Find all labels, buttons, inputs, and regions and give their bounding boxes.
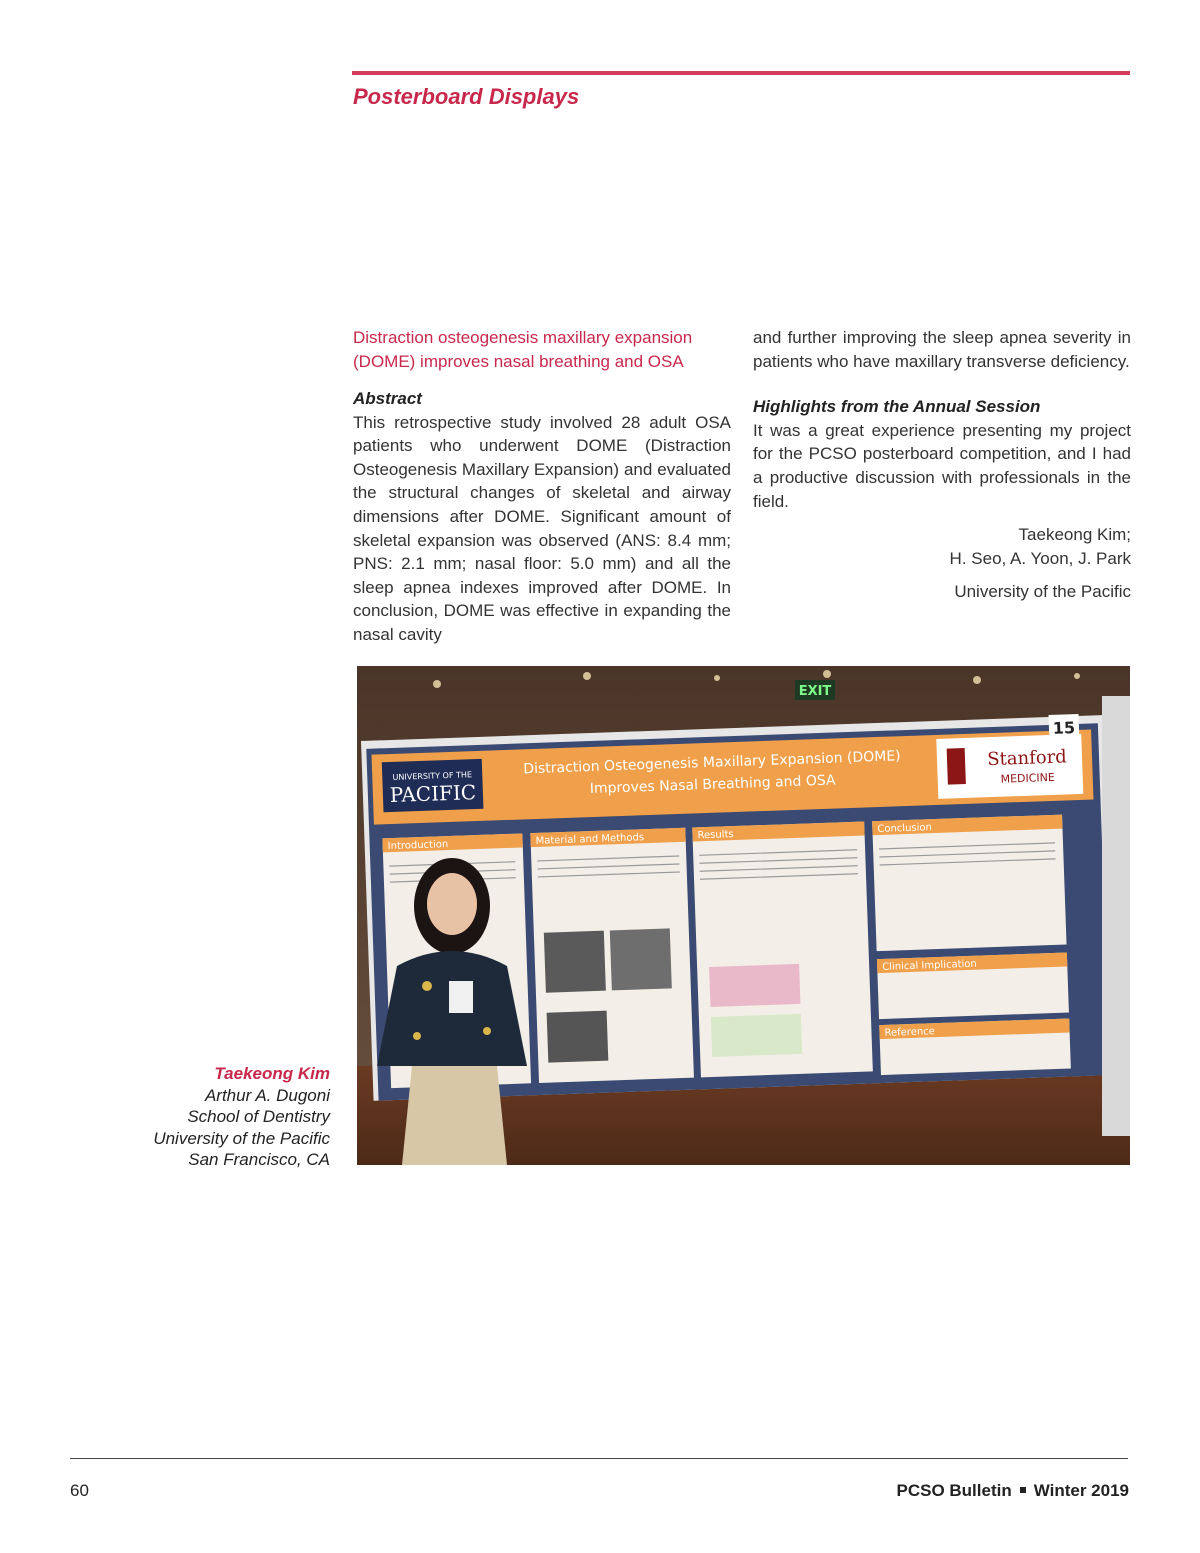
article-title: Distraction osteogenesis maxillary expansion (DOME) improves nasal breathing and OSA (353, 328, 693, 371)
poster-logo-right-sub: MEDICINE (1000, 770, 1056, 786)
footer-separator (1020, 1487, 1026, 1493)
poster-logo-left-top: UNIVERSITY OF THE (392, 770, 473, 782)
signature-author: Taekeong Kim; (1018, 525, 1131, 545)
highlights-text: It was a great experience presenting my project for the PCSO posterboard competition, and I had a productive discussion with professionals in the field. (753, 420, 1131, 511)
poster-title-line1: Distraction Osteogenesis Maxillary Expansion (DOME) (523, 748, 901, 778)
issue-name: Winter 2019 (1033, 1481, 1129, 1500)
section-title: Posterboard Displays (353, 84, 580, 109)
panel-results: Results (697, 829, 734, 842)
caption-line: Arthur A. Dugoni (204, 1085, 330, 1105)
poster-logo-right: Stanford (986, 746, 1068, 771)
poster-title-line2: Improves Nasal Breathing and OSA (589, 772, 836, 798)
footer-publication (896, 1481, 1129, 1501)
panel-reference: Reference (884, 1026, 936, 1039)
board-number: 15 (1052, 718, 1076, 738)
panel-introduction: Introduction (387, 839, 449, 853)
panel-clinical: Clinical Implication (882, 958, 977, 973)
photo-caption (70, 1063, 330, 1171)
publication-name: PCSO Bulletin (896, 1481, 1012, 1500)
signature-coauthors: H. Seo, A. Yoon, J. Park (949, 548, 1131, 568)
caption-line: San Francisco, CA (188, 1150, 330, 1170)
caption-name: Taekeong Kim (214, 1064, 330, 1083)
panel-conclusion: Conclusion (877, 822, 933, 836)
poster-photo (357, 666, 1130, 1165)
article-column-right (753, 326, 1131, 604)
abstract-text: This retrospective study involved 28 adult OSA patients who underwent DOME (Distraction Osteogenesis Maxillary Expansion) and evaluated the structural changes of skeletal and airway dimensions after DOME. Significant amount of skeletal expansion was observed (ANS: 8.4 mm; PNS: 2.1 mm; nasal floor: 5.0 mm) and all the sleep apnea indexes improved after DOME. In conclusion, DOME was effective in expanding the nasal cavity (353, 412, 731, 644)
caption-line: University of the Pacific (153, 1128, 330, 1148)
page-number: 60 (70, 1481, 89, 1500)
signature-affiliation: University of the Pacific (954, 582, 1131, 602)
article-column-left (353, 326, 731, 647)
panel-methods: Material and Methods (535, 832, 645, 847)
highlights-heading: Highlights from the Annual Session (753, 397, 1041, 417)
top-accent-rule (352, 71, 1130, 75)
abstract-heading: Abstract (353, 389, 422, 408)
exit-sign: EXIT (798, 684, 832, 699)
footer-rule (70, 1458, 1128, 1459)
poster-logo-left: PACIFIC (389, 780, 477, 808)
abstract-text-continued: and further improving the sleep apnea severity in patients who have maxillary transverse deficiency. (753, 328, 1131, 371)
caption-line: School of Dentistry (187, 1107, 330, 1127)
